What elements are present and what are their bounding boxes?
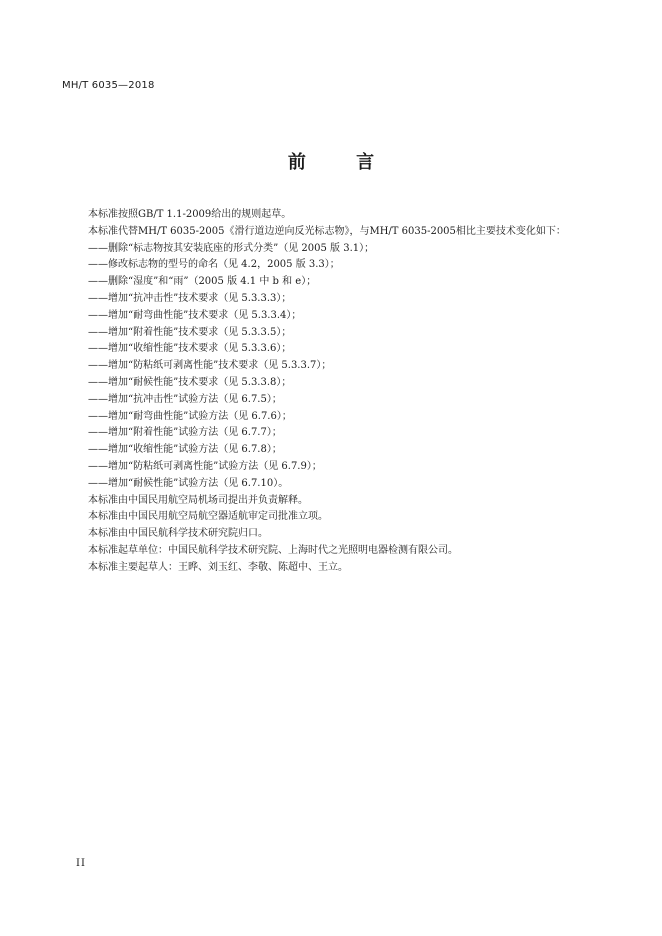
text-line: 本标准按照GB/T 1.1-2009给出的规则起草。 <box>88 209 292 220</box>
text-line: 本标准起草单位：中国民航科学技术研究院、上海时代之光照明电器检测有限公司。 <box>88 544 458 556</box>
text-line: ——删除“标志物按其安装底座的形式分类”（见 2005 版 3.1）； <box>88 242 375 254</box>
text-line: ——增加“防粘纸可剥离性能”试验方法（见 6.7.9）； <box>88 460 322 472</box>
page-title: 前 言 <box>287 152 397 173</box>
text-line: 本标准主要起草人：王晔、刘玉红、李敬、陈超中、王立。 <box>88 561 348 573</box>
text-line: ——增加“耐弯曲性能”试验方法（见 6.7.6）； <box>88 410 292 422</box>
text-line: ——增加“耐候性能”试验方法（见 6.7.10）。 <box>88 477 289 489</box>
text-line: ——增加“防粘纸可剥离性能”技术要求（见 5.3.3.7）； <box>88 360 332 372</box>
page-number: II <box>76 858 86 869</box>
text-line: 本标准由中国民航科学技术研究院归口。 <box>88 528 268 540</box>
text-line: ——增加“收缩性能”技术要求（见 5.3.3.6）； <box>88 343 292 355</box>
text-line: ——增加“附着性能”试验方法（见 6.7.7）； <box>88 427 282 439</box>
text-line: ——增加“抗冲击性”技术要求（见 5.3.3.3）； <box>88 292 292 304</box>
text-line: 本标准代替MH/T 6035-2005《滑行道边逆向反光标志物》，与MH/T 6035-2005相比主要技术变化如下： <box>88 225 566 237</box>
text-line: ——增加“抗冲击性”试验方法（见 6.7.5）； <box>88 393 282 405</box>
text-line: ——增加“耐候性能”技术要求（见 5.3.3.8）； <box>88 376 292 388</box>
text-line: ——增加“耐弯曲性能”技术要求（见 5.3.3.4）； <box>88 309 302 321</box>
text-line: ——增加“收缩性能”试验方法（见 6.7.8）； <box>88 444 282 456</box>
foreword-body <box>88 207 608 577</box>
text-line: ——增加“附着性能”技术要求（见 5.3.3.5）； <box>88 326 292 338</box>
text-line: ——修改标志物的型号的命名（见 4.2，2005 版 3.3）； <box>88 259 340 271</box>
text-line: ——删除“湿度”和“雨”（2005 版 4.1 中 b 和 e）； <box>88 276 317 288</box>
text-line: 本标准由中国民用航空局机场司提出并负责解释。 <box>88 494 308 506</box>
text-line: 本标准由中国民用航空局航空器适航审定司批准立项。 <box>88 511 328 523</box>
document-code: MH/T 6035—2018 <box>62 80 155 91</box>
